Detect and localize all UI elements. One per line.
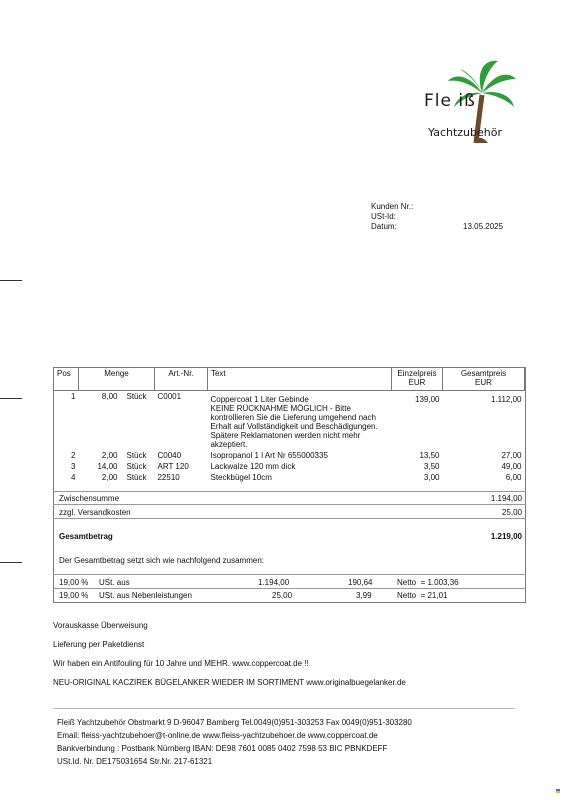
divider (53, 504, 526, 505)
note-payment: Vorauskasse Überweisung (53, 621, 148, 630)
row-text: Isopropanol 1 l Art Nr 655000335 (210, 451, 328, 460)
tax-netto: Netto = 1.003,36 (397, 578, 459, 587)
row-unit: Stück (126, 473, 147, 482)
row-art: 22510 (157, 473, 180, 482)
row-qty: 14,00 (97, 462, 118, 471)
datum-label: Datum: (371, 222, 397, 231)
tax-label: USt. aus Nebenleistungen (99, 591, 192, 600)
divider (53, 574, 526, 575)
kunden-value (463, 202, 511, 212)
versand-value: 25,00 (501, 508, 522, 517)
header-text: Text (207, 368, 391, 391)
row-einzel: 3,50 (423, 462, 440, 471)
tax-amount: 3,99 (356, 591, 372, 600)
ust-label: USt-Id: (371, 212, 396, 221)
row-text: Steckbügel 10cm (210, 473, 272, 482)
note-anchor: NEU-ORIGINAL KACZIREK BÜGELANKER WIEDER IM SORTIMENT www.originalbuegelanker.de (53, 678, 406, 687)
header-menge: Menge (79, 368, 155, 391)
table-row (54, 461, 525, 472)
row-einzel: 13,50 (419, 451, 440, 460)
row-art: ART 120 (157, 462, 189, 471)
row-text: Lackwalze 120 mm dick (210, 462, 296, 471)
row-art: C0001 (157, 392, 182, 401)
versand-label: zzgl. Versandkosten (59, 508, 131, 517)
row-gesamt: 49,00 (501, 462, 522, 471)
gesamtbetrag-label: Gesamtbetrag (59, 532, 113, 541)
header-pos: Pos (54, 368, 79, 391)
zwischensumme-value: 1.194,00 (490, 494, 522, 503)
row-gesamt: 27,00 (501, 451, 522, 460)
table-row (54, 450, 525, 461)
footer-contact: Email: fleiss-yachtzubehoer@t-online.de www.fleiss-yachtzubehoer.de www.coppercoat.de (57, 731, 378, 740)
brand-name: Fle iß (424, 91, 476, 111)
punch-mark (0, 398, 22, 399)
table-row (54, 472, 525, 483)
row-pos: 2 (71, 451, 76, 460)
tax-label: USt. aus (99, 578, 130, 587)
composition-note: Der Gesamtbetrag setzt sich wie nachfolgend zusammen: (59, 556, 264, 565)
footer-divider (53, 708, 515, 709)
zwischensumme-label: Zwischensumme (59, 494, 120, 503)
fold-mark-bottom (0, 562, 22, 563)
footer-bank: Bankverbindung : Postbank Nürnberg IBAN: DE98 7601 0085 0402 7598 53 BIC PBNKDEFF (57, 744, 388, 753)
divider (53, 491, 526, 492)
tax-rate: 19,00 % (59, 578, 89, 587)
row-pos: 1 (71, 392, 76, 401)
invoice-table (53, 367, 525, 483)
row-pos: 4 (71, 473, 76, 482)
note-delivery: Lieferung per Paketdienst (53, 640, 145, 649)
ust-value (463, 212, 511, 222)
tax-base: 1.194,00 (258, 578, 290, 587)
row-text: Coppercoat 1 Liter Gebinde KEINE RÜCKNAHME MÖGLICH - Bitte kontrollieren Sie die Lieferung umgehend nach Erhalt auf Vollständigkeit und Beschädigungen. Spätere Reklamatonen werden nicht mehr akzeptiert. (210, 395, 378, 449)
datum-value: 13.05.2025 (463, 222, 504, 231)
header-artnr: Art.-Nr. (154, 368, 207, 391)
tax-netto: Netto = 21,01 (397, 591, 448, 600)
row-unit: Stück (126, 451, 147, 460)
table-header (54, 368, 525, 391)
footer-tax-ids: USt.Id. Nr. DE175031654 Str.Nr. 217-61321 (57, 757, 213, 766)
row-art: C0040 (157, 451, 182, 460)
note-antifouling: Wir haben ein Antifouling für 10 Jahre und MEHR. www.coppercoat.de !! (53, 659, 309, 668)
divider (53, 518, 526, 519)
footer-address: Fleiß Yachtzubehör Obstmarkt 9 D-96047 Bamberg Tel.0049(0)951-303253 Fax 0049(0)951-303280 (57, 718, 412, 727)
row-gesamt: 6,00 (505, 473, 522, 482)
header-gesamtpreis: Gesamtpreis EUR (443, 368, 525, 391)
row-qty: 2,00 (101, 451, 118, 460)
row-qty: 8,00 (101, 392, 118, 401)
tax-amount: 190,64 (348, 578, 373, 587)
row-gesamt: 1.112,00 (490, 395, 522, 404)
row-unit: Stück (126, 462, 147, 471)
row-pos: 3 (71, 462, 76, 471)
corner-mark-yellow (556, 791, 560, 793)
tax-base: 25,00 (272, 591, 293, 600)
row-unit: Stück (126, 392, 147, 401)
gesamtbetrag-value: 1.219,00 (490, 532, 522, 541)
row-qty: 2,00 (101, 473, 118, 482)
brand-subtitle: Yachtzubehör (428, 126, 502, 139)
tax-rate: 19,00 % (59, 591, 89, 600)
table-row (54, 391, 525, 451)
row-einzel: 139,00 (415, 395, 440, 404)
row-einzel: 3,00 (423, 473, 440, 482)
fold-mark-top (0, 280, 22, 281)
kunden-label: Kunden Nr.: (371, 202, 414, 211)
invoice-meta (371, 202, 511, 232)
divider (53, 588, 526, 589)
header-einzelpreis: Einzelpreis EUR (392, 368, 443, 391)
